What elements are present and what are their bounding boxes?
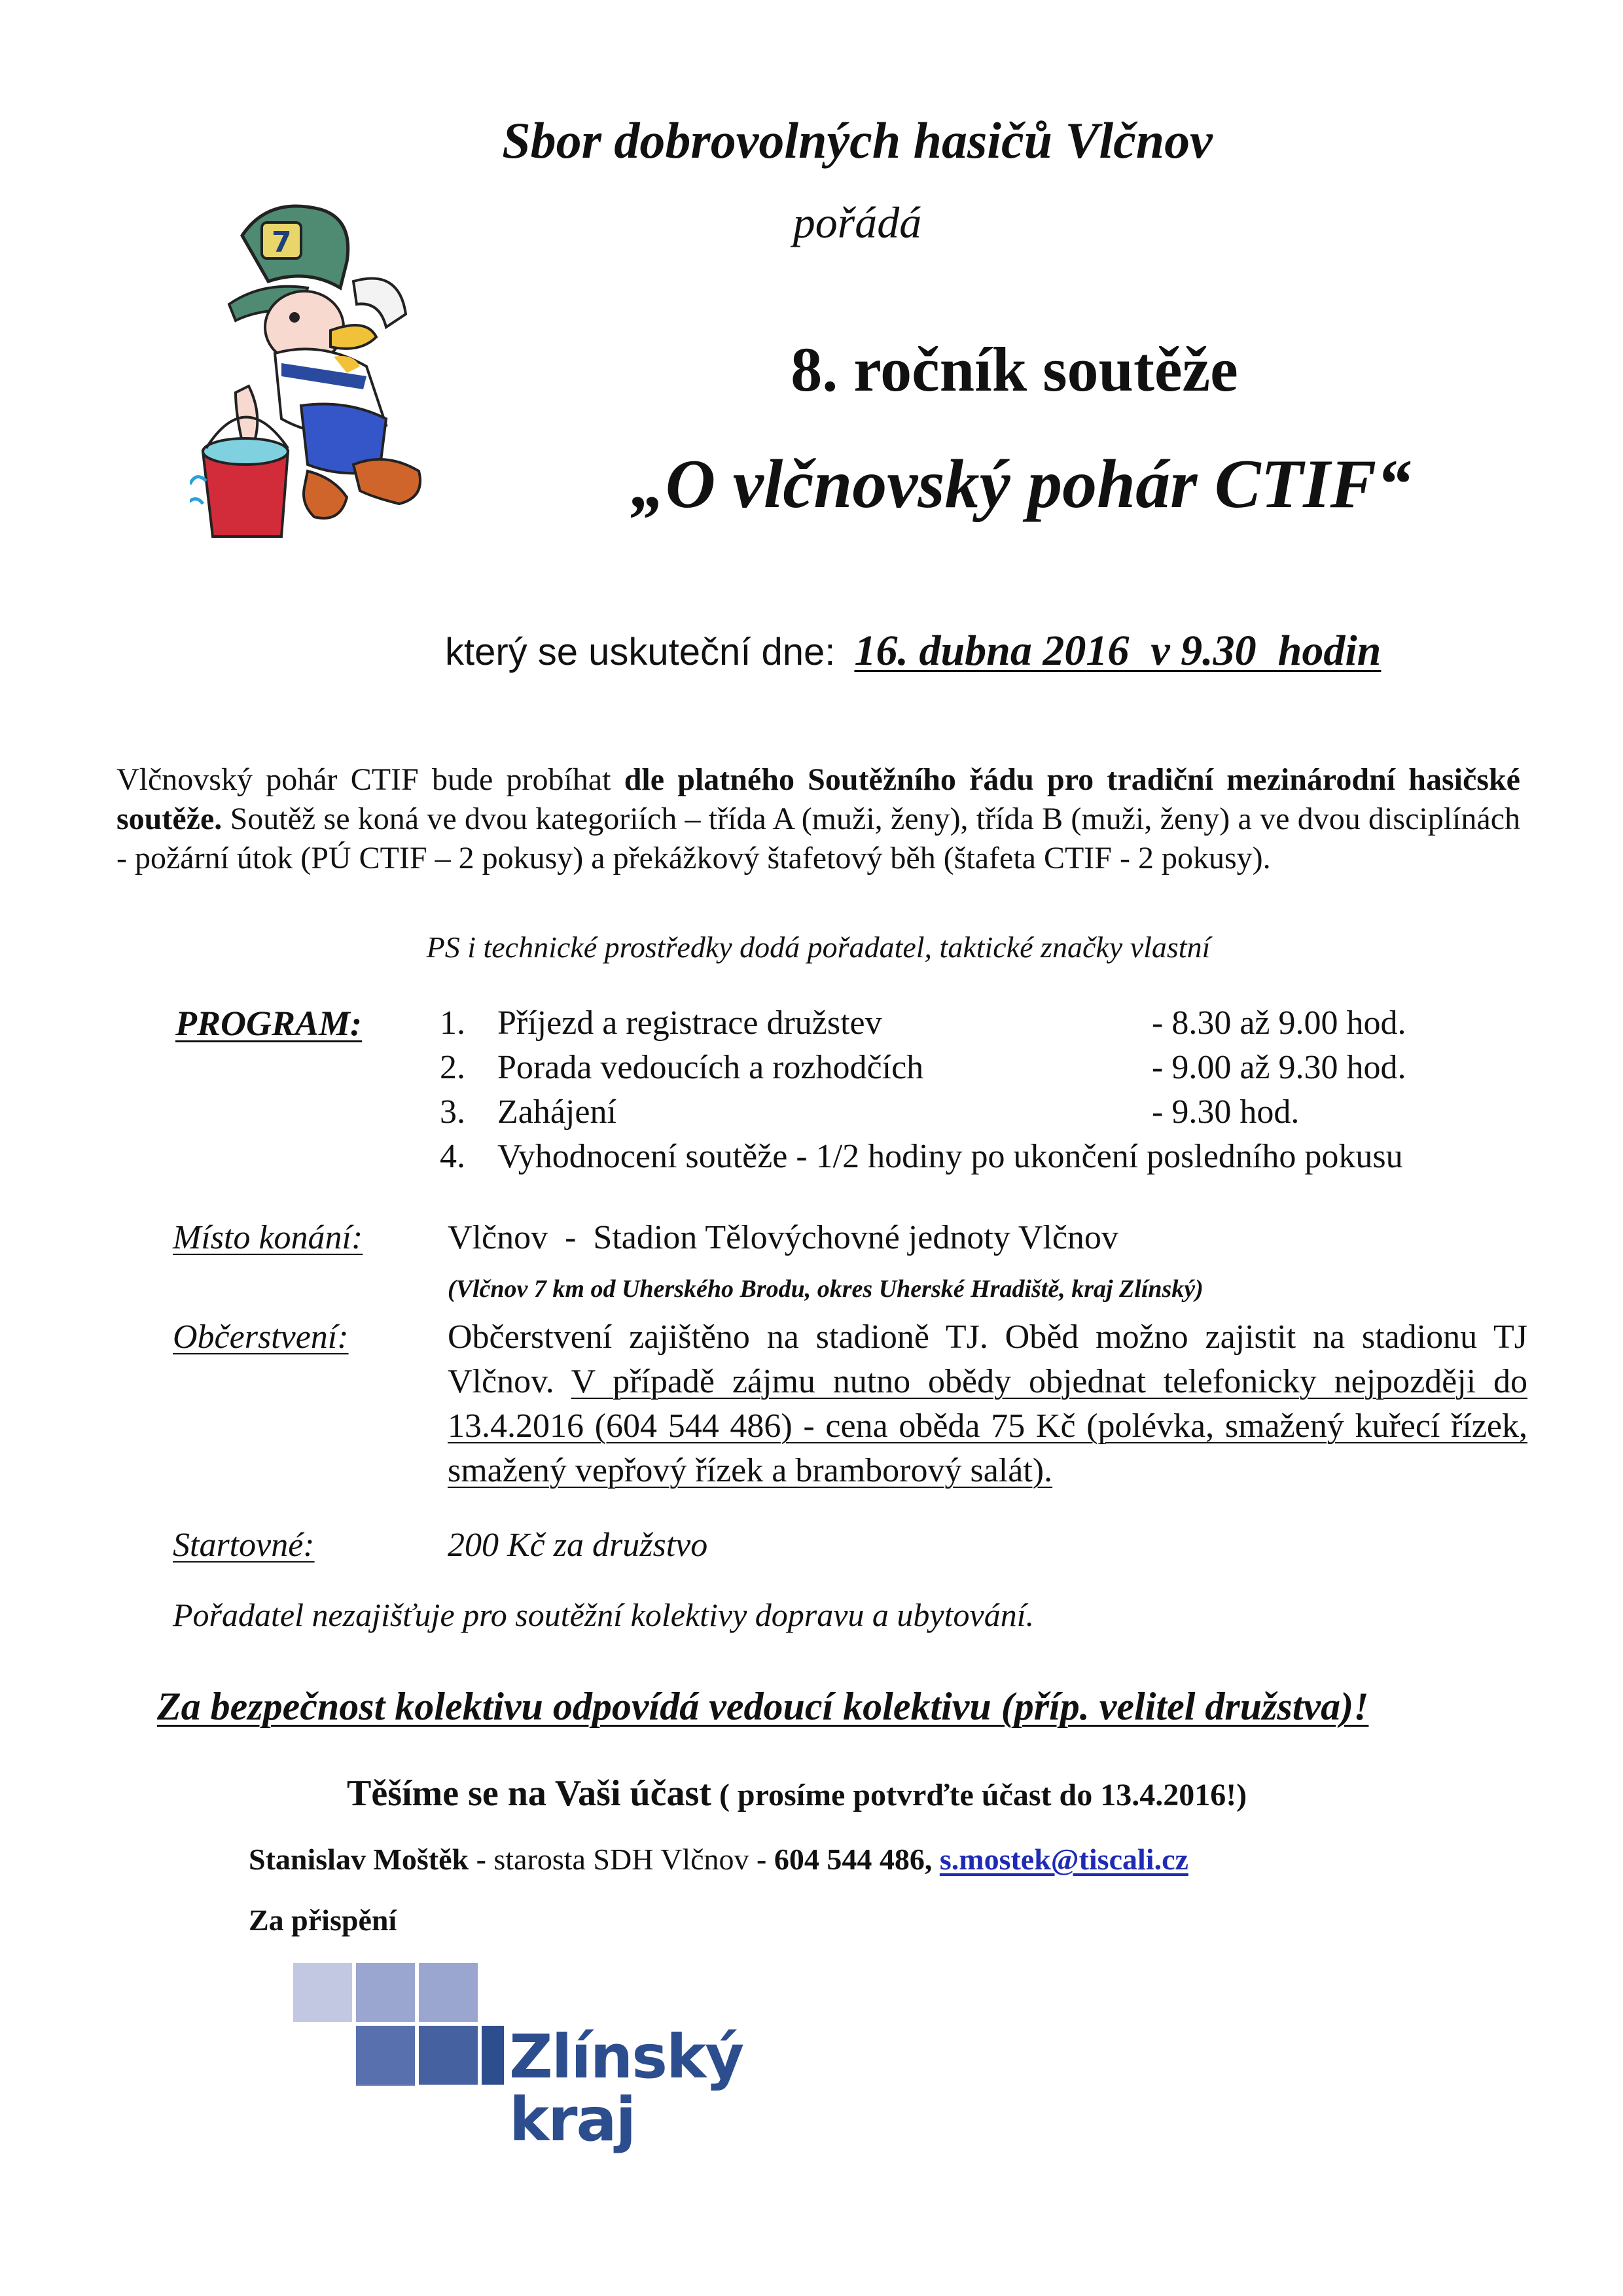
contact-name: Stanislav Moštěk - xyxy=(249,1843,486,1876)
support-label: Za přispění xyxy=(249,1903,397,1937)
contact-email-link[interactable]: s.mostek@tiscali.cz xyxy=(939,1843,1188,1876)
refreshments-plain: Občerstvení zajištěno na stadioně TJ. Oběd možno zajistit na stadionu TJ Vlčnov. xyxy=(448,1318,1527,1400)
closing-main: Těšíme se na Vaši účast xyxy=(347,1773,711,1814)
program-item-time: - 9.30 hod. xyxy=(1152,1093,1300,1131)
program-item-time: - 9.00 až 9.30 hod. xyxy=(1152,1049,1406,1086)
program-item-text: Zahájení xyxy=(497,1093,616,1131)
refreshments-row xyxy=(173,1315,1527,1493)
closing-paren: ( prosíme potvrďte účast do 13.4.2016!) xyxy=(711,1778,1247,1812)
transport-note: Pořadatel nezajišťuje pro soutěžní kolektivy dopravu a ubytování. xyxy=(173,1597,1035,1633)
organizer-title: Sbor dobrovolných hasičů Vlčnov xyxy=(502,112,1213,169)
contact-line xyxy=(249,1840,1188,1879)
refreshments-text xyxy=(448,1315,1527,1493)
program-item-text: Porada vedoucích a rozhodčích xyxy=(497,1049,924,1086)
program-item-number: 2. xyxy=(440,1049,465,1086)
program-item-number: 3. xyxy=(440,1093,465,1131)
venue-row xyxy=(173,1216,1547,1260)
program-item-text: Příjezd a registrace družstev xyxy=(497,1004,882,1042)
fee-label: Startovné: xyxy=(173,1527,315,1564)
contact-role: starosta SDH Vlčnov xyxy=(486,1843,757,1876)
date-intro: který se uskuteční dne: xyxy=(445,631,836,673)
event-date: 16. dubna 2016 v 9.30 hodin xyxy=(854,627,1382,675)
logo-text: Zlínský kraj xyxy=(504,2026,877,2151)
zlinsky-kraj-logo xyxy=(288,1963,877,2155)
event-name-title: „O vlčnovský pohár CTIF“ xyxy=(630,446,1412,522)
edition-title: 8. ročník soutěže xyxy=(791,334,1238,404)
equipment-note: PS i technické prostředky dodá pořadatel, taktické značky vlastní xyxy=(426,930,1211,964)
presents-text: pořádá xyxy=(793,198,922,247)
program-item-number: 1. xyxy=(440,1004,465,1042)
refreshments-label: Občerstvení: xyxy=(173,1318,349,1356)
svg-text:7: 7 xyxy=(272,226,292,259)
intro-paragraph xyxy=(116,760,1520,878)
program-item-number: 4. xyxy=(440,1138,465,1175)
venue-label: Místo konání: xyxy=(173,1219,363,1256)
program-list xyxy=(440,1001,1565,1179)
program-item xyxy=(440,1090,1565,1135)
intro-text-a: Vlčnovský pohár CTIF bude probíhat xyxy=(116,762,624,797)
venue-value: Vlčnov - Stadion Tělovýchovné jednoty Vlčnov xyxy=(448,1219,1118,1256)
intro-text-b: Soutěž se koná ve dvou kategoriích – třída A (muži, ženy), třída B (muži, ženy) a ve dvou disciplínách - požární útok (PÚ CTIF – 2 pokusy) a překážkový štafetový běh (štafeta CTIF - 2 pokusy). xyxy=(116,802,1520,875)
program-item xyxy=(440,1046,1565,1090)
contact-phone: - 604 544 486, xyxy=(757,1843,933,1876)
program-item-text: Vyhodnocení soutěže - 1/2 hodiny po ukončení posledního pokusu xyxy=(497,1138,1403,1175)
program-label: PROGRAM: xyxy=(175,1004,363,1043)
closing-line xyxy=(347,1770,1247,1819)
fee-value: 200 Kč za družstvo xyxy=(448,1527,708,1564)
program-item-time: - 8.30 až 9.00 hod. xyxy=(1152,1004,1406,1042)
fee-row xyxy=(173,1523,1547,1568)
venue-note: (Vlčnov 7 km od Uherského Brodu, okres Uherské Hradiště, kraj Zlínský) xyxy=(448,1275,1204,1303)
safety-note: Za bezpečnost kolektivu odpovídá vedoucí kolektivu (příp. velitel družstva)! xyxy=(157,1685,1369,1728)
program-item xyxy=(440,1001,1565,1046)
refreshments-underlined: V případě zájmu nutno obědy objednat telefonicky nejpozději do 13.4.2016 (604 544 486) - cena oběda 75 Kč (polévka, smažený kuřecí řízek, smažený vepřový řízek a bramborový salát). xyxy=(448,1363,1527,1489)
program-item xyxy=(440,1135,1565,1179)
event-date-line xyxy=(445,625,1558,679)
intro-text-bold: dle platného Soutěžního řádu pro tradiční mezinárodní hasičské soutěže. xyxy=(116,762,1520,836)
